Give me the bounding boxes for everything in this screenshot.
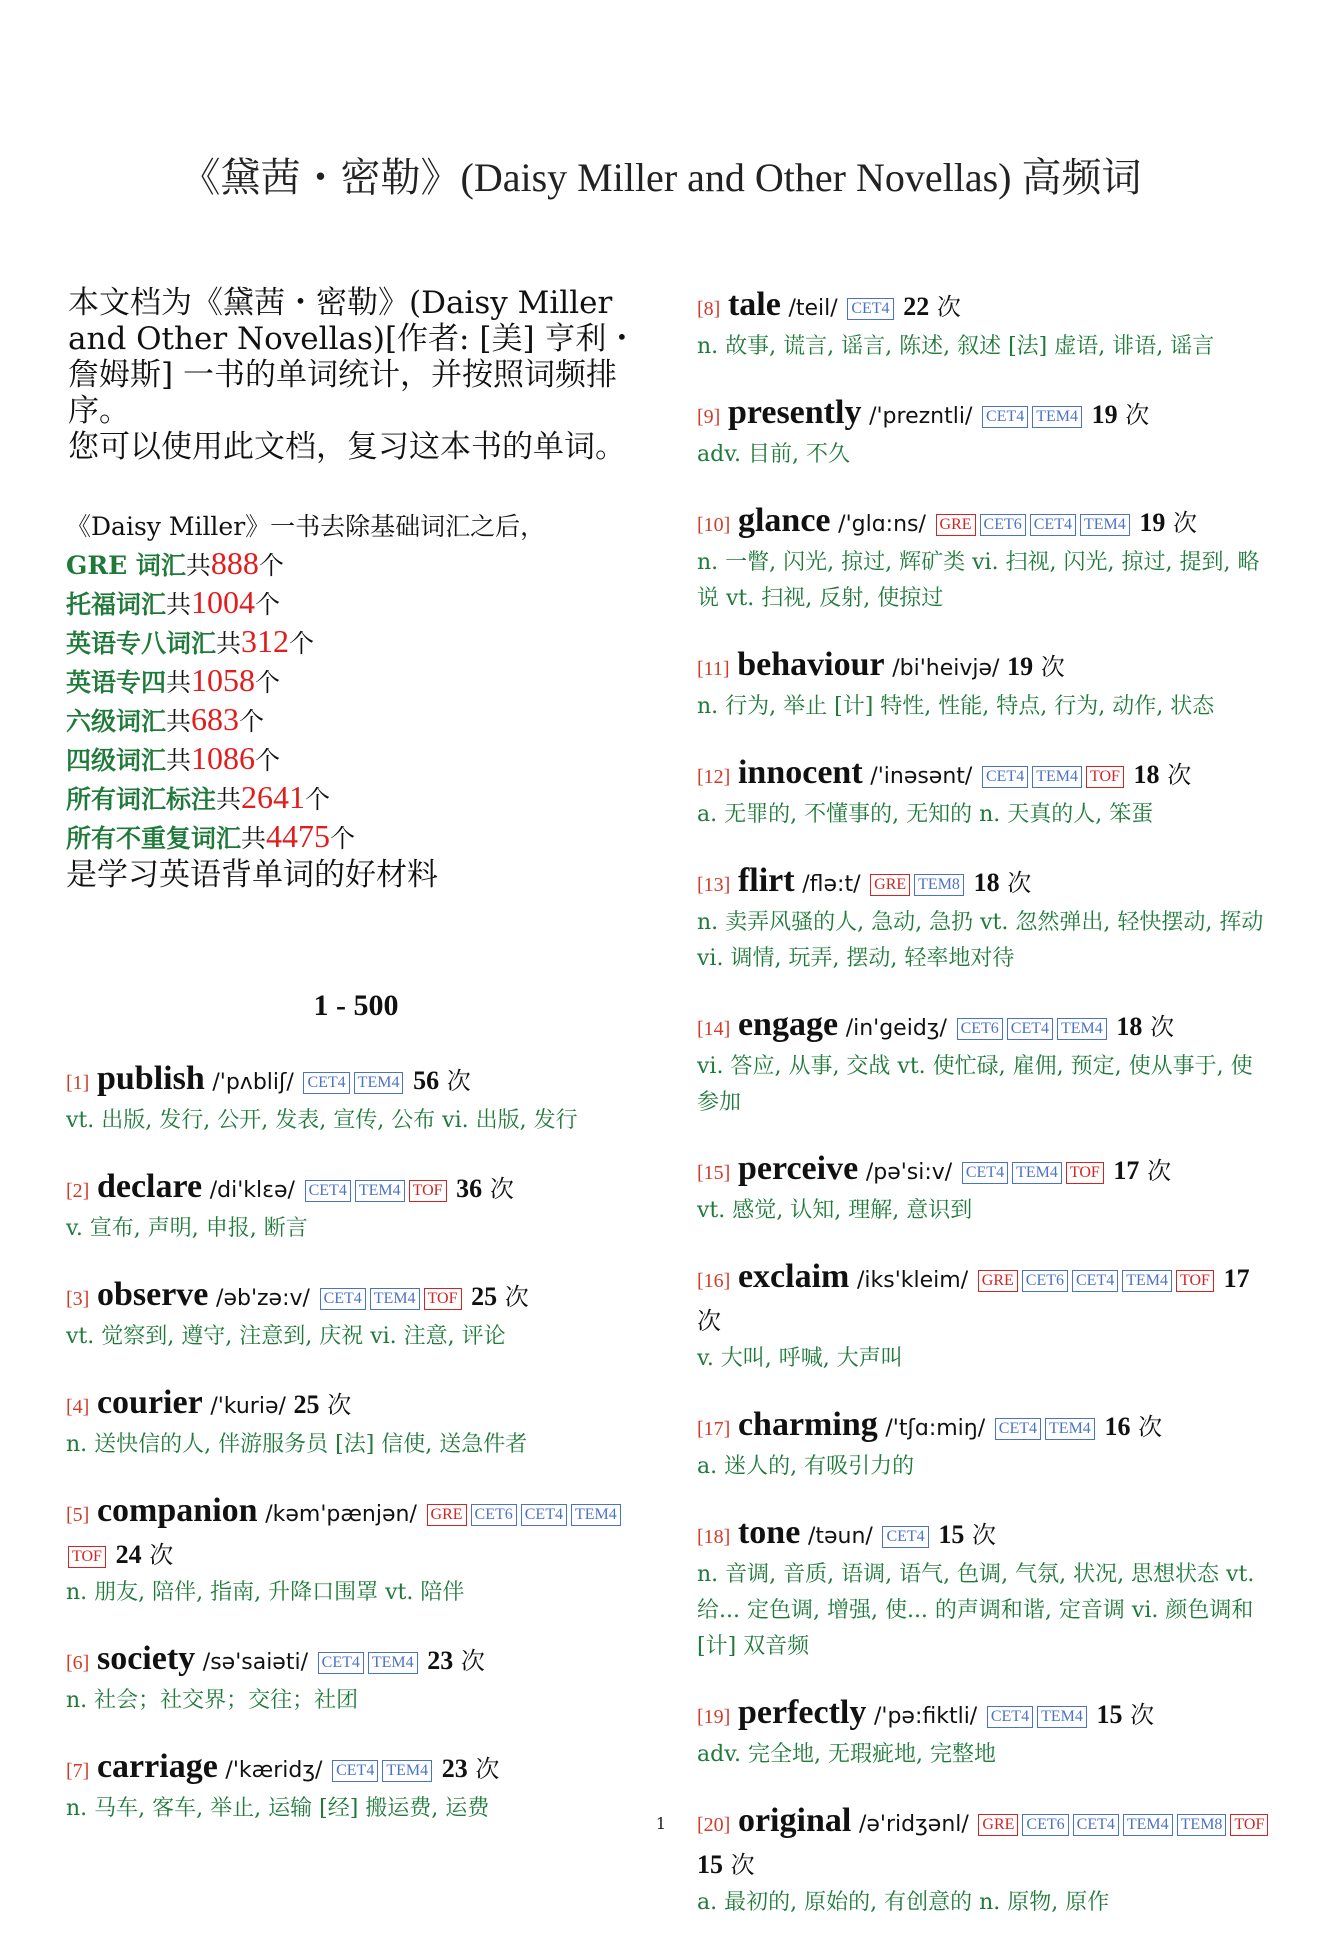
entry-times: 次 [475, 1755, 500, 1783]
entry-tag: CET4 [303, 1072, 349, 1094]
entry-word: tone [737, 1514, 801, 1551]
entry-tag: CET4 [982, 406, 1028, 428]
entry-word: declare [96, 1168, 203, 1205]
entry-index: [17] [697, 1418, 731, 1440]
entry-index: [10] [697, 514, 731, 536]
stat-count: 1058 [191, 662, 256, 698]
entry-index: [16] [697, 1270, 731, 1292]
entry-definition: n. 行为, 举止 [计] 特性, 性能, 特点, 行为, 动作, 状态 [697, 694, 1215, 719]
entry-times: 次 [327, 1391, 352, 1419]
stat-count: 2641 [241, 779, 306, 815]
entry-tag: CET6 [1022, 1270, 1068, 1292]
entry-definition: a. 迷人的, 有吸引力的 [697, 1454, 915, 1479]
word-entry [66, 1491, 646, 1611]
word-entry [66, 1275, 646, 1355]
page-number: 1 [655, 1814, 667, 1833]
word-list-right [697, 285, 1272, 1921]
word-entry [697, 393, 1272, 473]
entry-count: 17 [1113, 1156, 1140, 1185]
entry-times: 次 [1147, 1157, 1172, 1185]
entry-definition: n. 马车, 客车, 举止, 运输 [经] 搬运费, 运费 [66, 1796, 490, 1821]
stat-name: 所有词汇标注 [66, 785, 217, 814]
entry-times: 次 [1040, 653, 1065, 681]
stat-name: 四级词汇 [66, 746, 167, 775]
stat-unit: 个 [255, 590, 281, 619]
entry-definition: n. 卖弄风骚的人, 急动, 急扔 vt. 忽然弹出, 轻快摆动, 挥动 vi. 调情, 玩弄, 摆动, 轻率地对待 [697, 910, 1264, 971]
stat-unit: 个 [305, 785, 331, 814]
entry-tag: GRE [870, 874, 910, 896]
entry-definition: n. 送快信的人, 伴游服务员 [法] 信使, 送急件者 [66, 1432, 528, 1457]
entry-index: [12] [697, 766, 731, 788]
entry-tag: TOF [424, 1288, 462, 1310]
entry-index: [3] [66, 1288, 90, 1310]
word-entry [697, 1513, 1272, 1665]
stat-connector: 共 [166, 590, 192, 619]
entry-head [697, 393, 1272, 437]
entry-tag: CET4 [982, 766, 1028, 788]
stat-connector: 共 [166, 707, 192, 736]
entry-tag: CET4 [882, 1526, 928, 1548]
stat-line [66, 623, 646, 662]
stat-line [66, 779, 646, 818]
entry-times: 次 [489, 1175, 514, 1203]
entry-times: 次 [1173, 509, 1198, 537]
entry-times: 次 [1167, 761, 1192, 789]
entry-tag: TEM4 [1122, 1270, 1172, 1292]
entry-tag: TEM4 [355, 1180, 405, 1202]
entry-phonetic: /teil/ [788, 296, 838, 321]
entry-count: 17 [1223, 1264, 1250, 1293]
entry-head [697, 645, 1272, 689]
entry-tag: GRE [936, 514, 976, 536]
word-entry [697, 753, 1272, 833]
entry-definition: v. 宣布, 声明, 申报, 断言 [66, 1216, 308, 1241]
entry-phonetic: /'prezntli/ [869, 404, 973, 429]
entry-count: 25 [471, 1282, 498, 1311]
entry-head [697, 1005, 1272, 1049]
entry-phonetic: /in'geidʒ/ [845, 1016, 947, 1041]
stat-unit: 个 [239, 707, 265, 736]
entry-count: 25 [293, 1390, 320, 1419]
entry-index: [6] [66, 1652, 90, 1674]
entry-phonetic: /kəm'pænjən/ [265, 1502, 417, 1527]
entry-tag: GRE [978, 1814, 1018, 1836]
entry-times: 次 [1007, 869, 1032, 897]
entry-tag: CET4 [320, 1288, 366, 1310]
intro-paragraph: 您可以使用此文档，复习这本书的单词。 [68, 429, 626, 465]
entry-tag: TEM8 [914, 874, 964, 896]
entry-definition: a. 最初的, 原始的, 有创意的 n. 原物, 原作 [697, 1890, 1110, 1915]
entry-count: 36 [456, 1174, 483, 1203]
stat-unit: 个 [258, 551, 284, 580]
entry-tag: TEM4 [1057, 1018, 1107, 1040]
stat-connector: 共 [185, 551, 211, 580]
stat-line [66, 584, 646, 623]
entry-index: [19] [697, 1706, 731, 1728]
word-entry [66, 1639, 646, 1719]
entry-count: 15 [1096, 1700, 1123, 1729]
entry-times: 次 [149, 1541, 174, 1569]
entry-head [66, 1491, 646, 1575]
entry-times: 次 [504, 1283, 529, 1311]
page-title: 《黛茜・密勒》(Daisy Miller and Other Novellas) 高频词 [180, 155, 1142, 200]
entry-count: 19 [1139, 508, 1166, 537]
entry-tag: CET4 [987, 1706, 1033, 1728]
entry-tag: CET4 [521, 1504, 567, 1526]
entry-phonetic: /'kuriə/ [210, 1394, 286, 1419]
entry-tag: TEM4 [368, 1652, 418, 1674]
entry-count: 22 [903, 292, 930, 321]
entry-tag: CET4 [1073, 1814, 1119, 1836]
entry-count: 15 [938, 1520, 965, 1549]
entry-times: 次 [1138, 1413, 1163, 1441]
entry-tag: TEM4 [1032, 406, 1082, 428]
entry-phonetic: /'kæridʒ/ [225, 1758, 323, 1783]
entry-phonetic: /pə'si:v/ [865, 1160, 953, 1185]
entry-count: 18 [1116, 1012, 1143, 1041]
entry-phonetic: /'pʌbliʃ/ [212, 1070, 294, 1095]
entry-index: [4] [66, 1396, 90, 1418]
stat-line [66, 701, 646, 740]
entry-word: flirt [737, 862, 795, 899]
entry-count: 18 [973, 868, 1000, 897]
entry-head [697, 861, 1272, 905]
entry-word: publish [96, 1060, 205, 1097]
stat-connector: 共 [166, 746, 192, 775]
stat-name: 英语专八词汇 [66, 629, 217, 658]
entry-count: 24 [115, 1540, 142, 1569]
entry-tag: TOF [1066, 1162, 1104, 1184]
word-entry [697, 1257, 1272, 1377]
left-column [66, 285, 646, 1855]
entry-definition: a. 无罪的, 不懂事的, 无知的 n. 天真的人, 笨蛋 [697, 802, 1154, 827]
entry-index: [15] [697, 1162, 731, 1184]
entry-count: 16 [1104, 1412, 1131, 1441]
entry-word: perceive [737, 1150, 859, 1187]
stats-closing: 是学习英语背单词的好材料 [66, 857, 438, 893]
stat-count: 1086 [191, 740, 256, 776]
entry-word: tale [727, 286, 781, 323]
entry-definition: n. 音调, 音质, 语调, 语气, 色调, 气氛, 状况, 思想状态 vt. 给... 定色调, 增强, 使... 的声调和谐, 定音调 vi. 颜色调和 [计] 双音频 [697, 1562, 1255, 1659]
word-entry [697, 861, 1272, 977]
entry-definition: vt. 感觉, 认知, 理解, 意识到 [697, 1198, 973, 1223]
entry-index: [20] [697, 1814, 731, 1836]
stat-count: 683 [191, 701, 240, 737]
entry-count: 15 [697, 1850, 723, 1879]
entry-times: 次 [1130, 1701, 1155, 1729]
word-entry [66, 1383, 646, 1463]
stat-count: 312 [241, 623, 290, 659]
stat-connector: 共 [216, 629, 242, 658]
entry-phonetic: /'pə:fiktli/ [873, 1704, 978, 1729]
entry-count: 23 [427, 1646, 454, 1675]
entry-head [66, 1167, 646, 1211]
entry-tag: CET4 [305, 1180, 351, 1202]
entry-index: [9] [697, 406, 721, 428]
stat-name: 托福词汇 [66, 590, 167, 619]
entry-index: [18] [697, 1526, 731, 1548]
entry-times: 次 [1150, 1013, 1175, 1041]
entry-definition: n. 朋友, 陪伴, 指南, 升降口围罩 vt. 陪伴 [66, 1580, 465, 1605]
entry-word: engage [737, 1006, 839, 1043]
stat-name: GRE 词汇 [66, 551, 186, 580]
entry-count: 23 [441, 1754, 468, 1783]
entry-tag: TEM4 [1037, 1706, 1087, 1728]
entry-head [66, 1059, 646, 1103]
word-entry [66, 1167, 646, 1247]
entry-word: companion [96, 1492, 258, 1529]
entry-head [66, 1639, 646, 1683]
entry-definition: vi. 答应, 从事, 交战 vt. 使忙碌, 雇佣, 预定, 使从事于, 使参加 [697, 1054, 1253, 1115]
entry-word: exclaim [737, 1258, 850, 1295]
stats-lead: 《Daisy Miller》一书去除基础词汇之后， [66, 512, 546, 541]
entry-phonetic: /ə'ridʒənl/ [858, 1812, 969, 1837]
entry-count: 19 [1007, 652, 1034, 681]
entry-tag: CET6 [471, 1504, 517, 1526]
entry-definition: vt. 出版, 发行, 公开, 发表, 宣传, 公布 vi. 出版, 发行 [66, 1108, 578, 1133]
entry-definition: adv. 目前, 不久 [697, 442, 850, 467]
stat-line [66, 545, 646, 584]
entry-head [697, 1257, 1272, 1341]
entry-tag: TEM4 [1123, 1814, 1173, 1836]
word-entry [697, 1405, 1272, 1485]
entry-tag: TEM4 [354, 1072, 404, 1094]
word-entry [697, 1149, 1272, 1229]
word-entry [697, 1005, 1272, 1121]
stats-block [66, 509, 646, 893]
word-list-left [66, 1059, 646, 1827]
entry-word: behaviour [737, 646, 885, 683]
stat-connector: 共 [241, 824, 267, 853]
word-entry [697, 1693, 1272, 1773]
entry-tag: TEM8 [1177, 1814, 1227, 1836]
entry-definition: n. 社会；社交界；交往；社团 [66, 1688, 359, 1713]
entry-index: [5] [66, 1504, 90, 1526]
entry-word: society [96, 1640, 196, 1677]
right-column [697, 285, 1272, 1949]
intro-paragraph: 本文档为《黛茜・密勒》(Daisy Miller and Other Novellas)[作者: [美] 亨利・詹姆斯] 一书的单词统计，并按照词频排序。 [68, 285, 638, 429]
entry-phonetic: /'tʃɑ:miŋ/ [885, 1416, 986, 1441]
stats-list [66, 545, 646, 857]
stat-name: 英语专四 [66, 668, 167, 697]
entry-index: [11] [697, 658, 730, 680]
entry-tag: TEM4 [1080, 514, 1130, 536]
entry-head [697, 1149, 1272, 1193]
word-entry [697, 645, 1272, 725]
stat-unit: 个 [330, 824, 356, 853]
stat-count: 1004 [191, 584, 256, 620]
entry-tag: CET4 [1007, 1018, 1053, 1040]
stat-connector: 共 [166, 668, 192, 697]
entry-phonetic: /di'klɛə/ [209, 1178, 295, 1203]
entry-head [66, 1275, 646, 1319]
stat-unit: 个 [255, 668, 281, 697]
entry-times: 次 [446, 1067, 471, 1095]
entry-tag: TEM4 [571, 1504, 621, 1526]
entry-tag: TEM4 [1032, 766, 1082, 788]
entry-phonetic: /'inəsənt/ [870, 764, 973, 789]
entry-word: glance [737, 502, 831, 539]
entry-index: [13] [697, 874, 731, 896]
entry-index: [2] [66, 1180, 90, 1202]
entry-tag: CET4 [995, 1418, 1041, 1440]
entry-head [697, 1405, 1272, 1449]
entry-tag: CET4 [1030, 514, 1076, 536]
entry-definition: n. 一瞥, 闪光, 掠过, 辉矿类 vi. 扫视, 闪光, 掠过, 提到, 略说 vt. 扫视, 反射, 使掠过 [697, 550, 1260, 611]
entry-head [697, 753, 1272, 797]
entry-tag: CET4 [332, 1760, 378, 1782]
entry-tag: TOF [1086, 766, 1124, 788]
entry-head [66, 1747, 646, 1791]
entry-tag: GRE [427, 1504, 467, 1526]
entry-times: 次 [730, 1851, 755, 1879]
entry-tag: CET6 [980, 514, 1026, 536]
entry-tag: TEM4 [382, 1760, 432, 1782]
stat-unit: 个 [289, 629, 315, 658]
entry-tag: CET6 [1022, 1814, 1068, 1836]
entry-head [697, 501, 1272, 545]
entry-definition: v. 大叫, 呼喊, 大声叫 [697, 1346, 903, 1371]
entry-index: [14] [697, 1018, 731, 1040]
entry-phonetic: /'glɑ:ns/ [838, 512, 926, 537]
entry-tag: CET4 [962, 1162, 1008, 1184]
entry-word: carriage [96, 1748, 218, 1785]
word-entry [697, 285, 1272, 365]
entry-phonetic: /flə:t/ [802, 872, 861, 897]
entry-head [697, 1693, 1272, 1737]
entry-word: perfectly [737, 1694, 867, 1731]
intro-text [68, 285, 646, 465]
entry-word: original [737, 1802, 852, 1839]
stat-name: 所有不重复词汇 [66, 824, 242, 853]
stat-unit: 个 [255, 746, 281, 775]
stat-line [66, 818, 646, 857]
entry-tag: TOF [1230, 1814, 1268, 1836]
entry-definition: adv. 完全地, 无瑕疵地, 完整地 [697, 1742, 996, 1767]
entry-index: [7] [66, 1760, 90, 1782]
entry-tag: TEM4 [370, 1288, 420, 1310]
word-entry [697, 501, 1272, 617]
entry-tag: GRE [978, 1270, 1018, 1292]
word-entry [66, 1059, 646, 1139]
entry-count: 18 [1133, 760, 1160, 789]
entry-head [66, 1383, 646, 1427]
stat-count: 4475 [266, 818, 331, 854]
entry-word: observe [96, 1276, 209, 1313]
entry-tag: TOF [1176, 1270, 1214, 1292]
entry-phonetic: /bi'heivjə/ [892, 656, 1000, 681]
entry-times: 次 [936, 293, 961, 321]
stat-count: 888 [210, 545, 259, 581]
entry-head [697, 285, 1272, 329]
entry-tag: TOF [409, 1180, 447, 1202]
entry-phonetic: /təun/ [807, 1524, 873, 1549]
entry-times: 次 [460, 1647, 485, 1675]
entry-tag: CET4 [1072, 1270, 1118, 1292]
entry-word: presently [727, 394, 862, 431]
entry-phonetic: /iks'kleim/ [857, 1268, 969, 1293]
entry-phonetic: /əb'zə:v/ [216, 1286, 310, 1311]
entry-tag: CET6 [957, 1018, 1003, 1040]
entry-word: innocent [737, 754, 863, 791]
entry-definition: n. 故事, 谎言, 谣言, 陈述, 叙述 [法] 虚语, 诽语, 谣言 [697, 334, 1215, 359]
entry-tag: CET4 [318, 1652, 364, 1674]
stat-connector: 共 [216, 785, 242, 814]
stat-name: 六级词汇 [66, 707, 167, 736]
entry-phonetic: /sə'saiəti/ [202, 1650, 308, 1675]
entry-times: 次 [697, 1307, 721, 1335]
entry-count: 56 [413, 1066, 440, 1095]
entry-word: courier [96, 1384, 203, 1421]
entry-tag: TOF [68, 1546, 106, 1568]
stat-line [66, 662, 646, 701]
entry-count: 19 [1091, 400, 1118, 429]
entry-index: [1] [66, 1072, 90, 1094]
range-heading: 1 - 500 [313, 989, 399, 1022]
entry-times: 次 [971, 1521, 996, 1549]
entry-tag: CET4 [847, 298, 893, 320]
entry-word: charming [737, 1406, 878, 1443]
entry-tag: TEM4 [1045, 1418, 1095, 1440]
entry-tag: TEM4 [1012, 1162, 1062, 1184]
entry-times: 次 [1125, 401, 1150, 429]
entry-head [697, 1513, 1272, 1557]
stat-line [66, 740, 646, 779]
entry-definition: vt. 觉察到, 遵守, 注意到, 庆祝 vi. 注意, 评论 [66, 1324, 506, 1349]
entry-index: [8] [697, 298, 721, 320]
